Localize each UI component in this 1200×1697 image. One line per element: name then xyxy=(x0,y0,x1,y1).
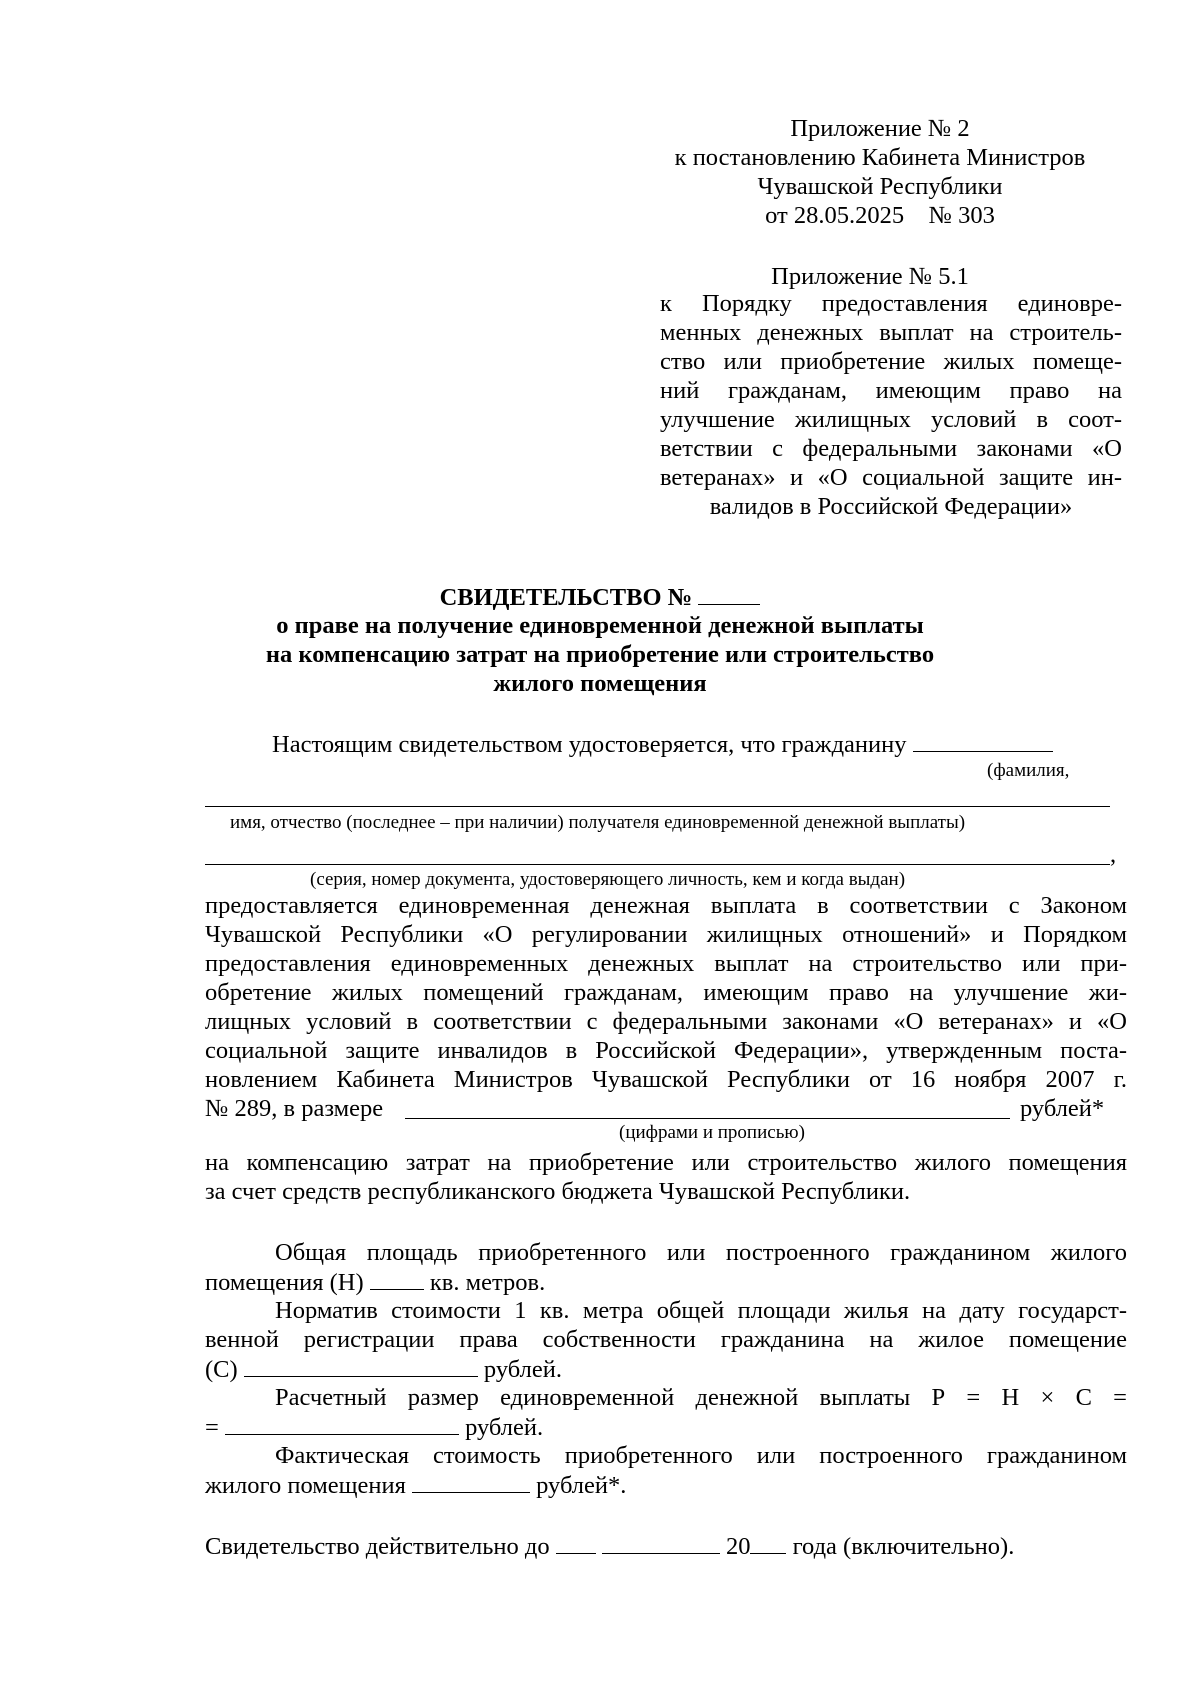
validity-month-field[interactable] xyxy=(602,1531,720,1554)
norm-line: Норматив стоимости 1 кв. метра общей площади жилья на дату государст- xyxy=(275,1297,1127,1324)
certificate-subtitle-line: на компенсацию затрат на приобретение или строительство xyxy=(265,641,935,668)
actual-line: Фактическая стоимость приобретенного или построенного гражданином xyxy=(275,1442,1127,1469)
norm-suffix: рублей. xyxy=(483,1356,562,1383)
hint-amount: (цифрами и прописью) xyxy=(619,1122,805,1143)
hint-full-name: имя, отчество (последнее – при наличии) получателя единовременной денежной выплаты) xyxy=(230,812,966,833)
recipient-intro-text: Настоящим свидетельством удостоверяется, что гражданину xyxy=(272,731,907,758)
actual-line xyxy=(205,1470,1127,1499)
annex-2-line: Чувашской Республики xyxy=(757,173,1003,200)
annex-5-1-line: валидов в Российской Федерации» xyxy=(709,493,1073,520)
purpose-paragraph xyxy=(205,1148,1127,1206)
area-line: Общая площадь приобретенного или построенного гражданином жилого xyxy=(275,1239,1127,1266)
recipient-document-comma: , xyxy=(1110,841,1117,868)
annex-2-header xyxy=(640,114,1120,230)
grant-line: социальной защите инвалидов в Российской Федерации», утвержденным поста- xyxy=(205,1037,1127,1064)
annex-5-1-line: менных денежных выплат на строитель- xyxy=(660,319,1122,346)
recipient-intro xyxy=(272,729,1053,759)
area-prefix: помещения (Н) xyxy=(205,1269,364,1296)
grant-line: Чувашской Республики «О регулировании жилищных отношений» и Порядком xyxy=(205,921,1127,948)
purpose-line: на компенсацию затрат на приобретение или строительство жилого помещения xyxy=(205,1149,1127,1176)
annex-5-1-line: ство или приобретение жилых помеще- xyxy=(660,348,1122,375)
actual-cost-field[interactable] xyxy=(412,1470,530,1493)
validity-suffix: года (включительно). xyxy=(792,1533,1015,1560)
norm-prefix: (С) xyxy=(205,1356,238,1383)
recipient-document-field[interactable] xyxy=(205,864,1110,865)
annex-5-1-line: улучшение жилищных условий в соот- xyxy=(660,406,1122,433)
hint-surname: (фамилия, xyxy=(987,760,1070,781)
norm-field[interactable] xyxy=(244,1354,478,1377)
area-field[interactable] xyxy=(370,1267,424,1290)
calc-prefix: = xyxy=(205,1414,219,1441)
validity-year-prefix: 20 xyxy=(725,1533,751,1560)
calculation-block xyxy=(205,1238,1127,1499)
annex-2-line: Приложение № 2 xyxy=(790,115,970,142)
certificate-subtitle-line: жилого помещения xyxy=(493,670,707,697)
norm-line: венной регистрации права собственности гражданина на жилое помещение xyxy=(205,1326,1127,1353)
grant-line: лищных условий в соответствии с федеральными законами «О ветеранах» и «О xyxy=(205,1008,1127,1035)
validity-day-field[interactable] xyxy=(556,1531,596,1554)
validity-year-field[interactable] xyxy=(750,1531,786,1554)
calc-suffix: рублей. xyxy=(465,1414,544,1441)
certificate-title-text: СВИДЕТЕЛЬСТВО № xyxy=(439,584,693,611)
annex-5-1-line: ветствии с федеральными законами «О xyxy=(660,435,1122,462)
area-suffix: кв. метров. xyxy=(429,1269,546,1296)
certificate-title xyxy=(200,582,1000,611)
certificate-title-block xyxy=(200,582,1000,698)
recipient-name-field[interactable] xyxy=(205,806,1110,807)
amount-field[interactable] xyxy=(405,1118,1010,1119)
validity-prefix: Свидетельство действительно до xyxy=(205,1533,550,1560)
grant-line: обретение жилых помещений гражданам, имеющим право на улучшение жи- xyxy=(205,979,1127,1006)
grant-line: новлением Кабинета Министров Чувашской Республики от 16 ноября 2007 г. xyxy=(205,1066,1127,1093)
actual-prefix: жилого помещения xyxy=(205,1472,406,1499)
certificate-subtitle-line: о праве на получение единовременной денежной выплаты xyxy=(276,612,924,639)
grant-line: предоставляется единовременная денежная выплата в соответствии с Законом xyxy=(205,892,1127,919)
calc-result-field[interactable] xyxy=(225,1412,459,1435)
actual-suffix: рублей*. xyxy=(536,1472,627,1499)
recipient-surname-field[interactable] xyxy=(913,729,1053,752)
hint-document: (серия, номер документа, удостоверяющего личность, кем и когда выдан) xyxy=(310,869,906,890)
amount-suffix: рублей* xyxy=(1020,1095,1105,1122)
area-line xyxy=(205,1267,1127,1296)
grant-paragraph xyxy=(205,891,1127,1094)
annex-5-1-title: Приложение № 5.1 xyxy=(771,263,969,290)
purpose-line: за счет средств республиканского бюджета Чувашской Республики. xyxy=(205,1178,911,1205)
annex-2-line: от 28.05.2025 № 303 xyxy=(765,202,995,229)
annex-5-1-line: к Порядку предоставления единовре- xyxy=(660,290,1122,317)
annex-5-1-line: ветеранах» и «О социальной защите ин- xyxy=(660,464,1122,491)
annex-5-1-text xyxy=(660,289,1122,521)
annex-5-1-line: ний гражданам, имеющим право на xyxy=(660,377,1122,404)
norm-line xyxy=(205,1354,1127,1383)
grant-line: предоставления единовременных денежных выплат на строительство или при- xyxy=(205,950,1127,977)
calc-line: Расчетный размер единовременной денежной выплаты Р = Н × С = xyxy=(275,1384,1127,1411)
validity-line xyxy=(205,1531,1014,1561)
certificate-number-field[interactable] xyxy=(698,582,760,605)
amount-prefix: № 289, в размере xyxy=(205,1095,384,1122)
annex-2-line: к постановлению Кабинета Министров xyxy=(674,144,1086,171)
calc-line xyxy=(205,1412,1127,1441)
